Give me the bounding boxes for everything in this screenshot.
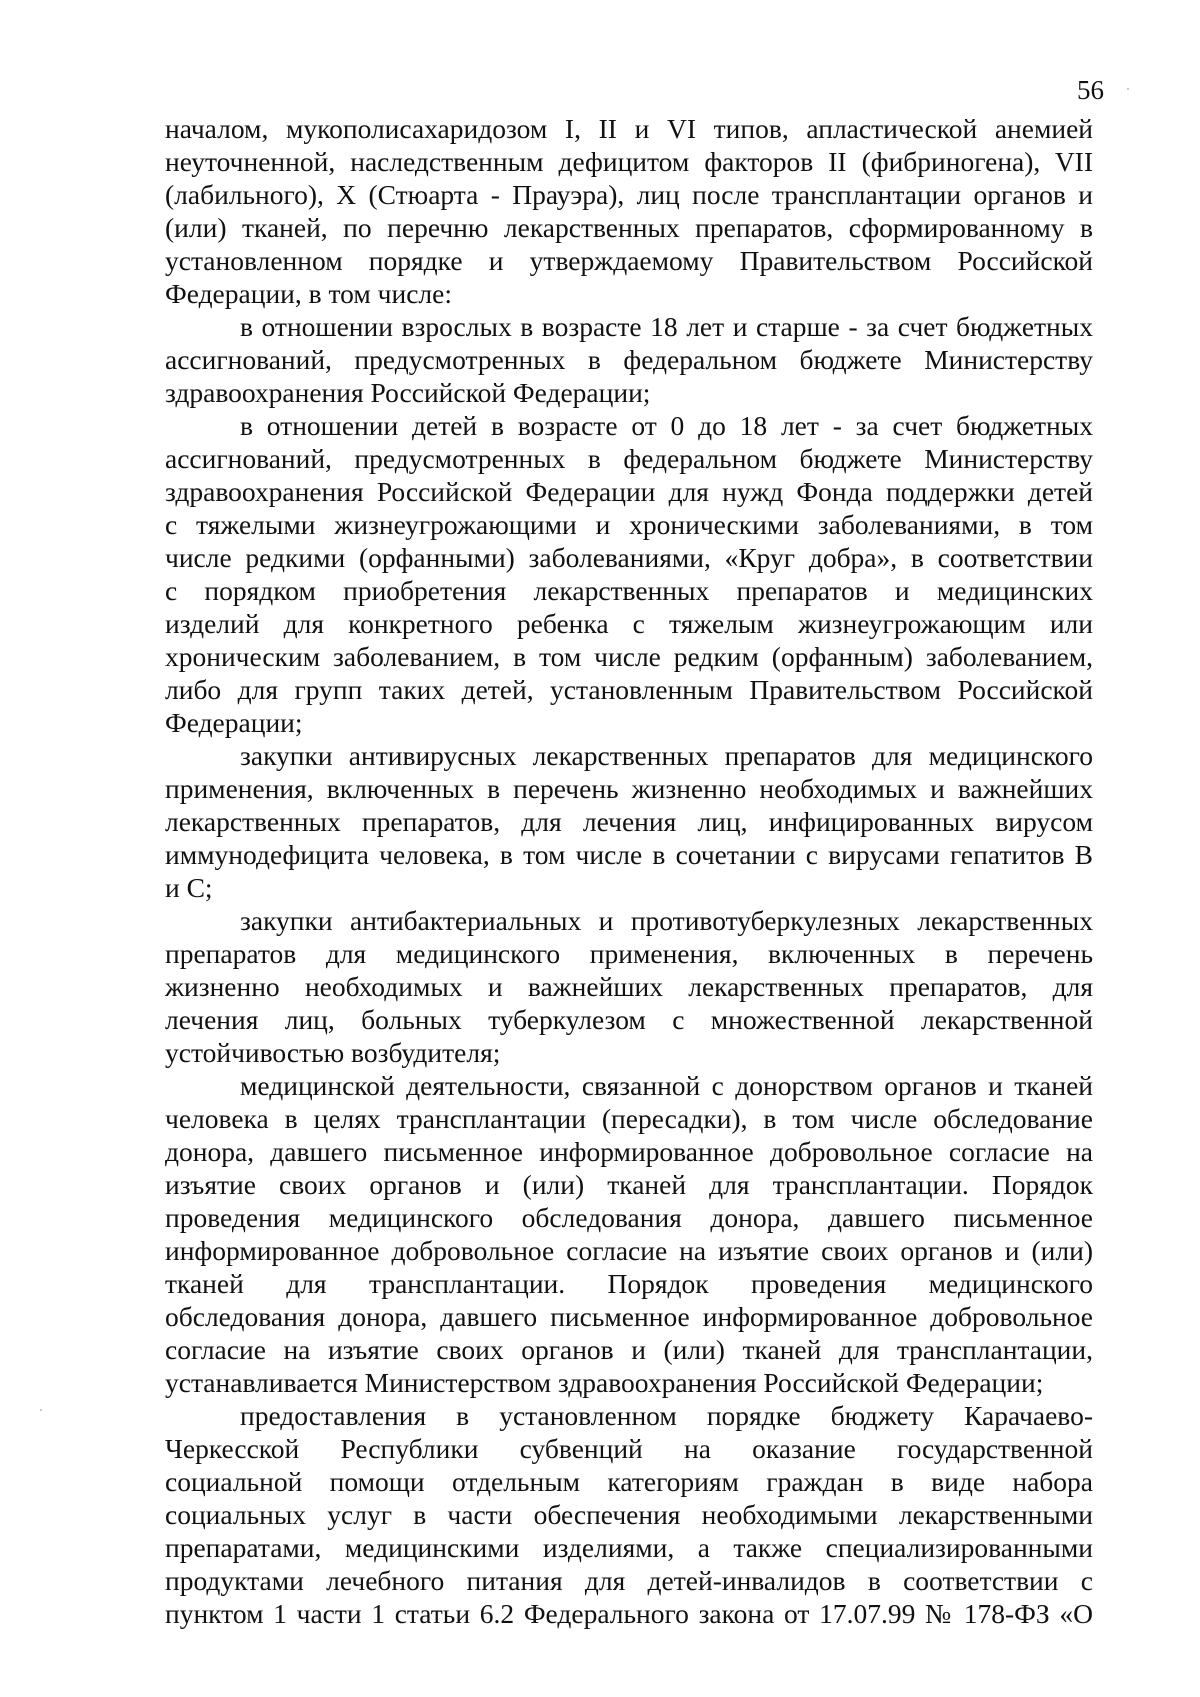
text-line: препаратами, медицинскими изделиями, а также специализированными	[165, 1532, 1093, 1563]
paragraph	[165, 739, 1093, 904]
text-line: закупки антибактериальных и противотуберкулезных лекарственных	[240, 905, 1093, 936]
text-line: с порядком приобретения лекарственных препаратов и медицинских	[165, 575, 1093, 606]
paragraph	[165, 409, 1093, 739]
text-line: здравоохранения Российской Федерации;	[165, 377, 651, 408]
scan-speck	[40, 1409, 42, 1411]
text-line: медицинской деятельности, связанной с донорством органов и тканей	[240, 1070, 1093, 1101]
text-line: закупки антивирусных лекарственных препаратов для медицинского	[240, 740, 1093, 771]
paragraph	[165, 112, 1093, 310]
text-line: в отношении взрослых в возрасте 18 лет и старше - за счет бюджетных	[240, 311, 1093, 342]
text-line: установленном порядке и утверждаемому Правительством Российской	[165, 245, 1093, 276]
text-line: социальной помощи отдельным категориям граждан в виде набора	[165, 1466, 1093, 1497]
text-line: хроническим заболеванием, в том числе редким (орфанным) заболеванием,	[165, 641, 1093, 672]
text-line: Федерации, в том числе:	[165, 278, 452, 309]
text-line: тканей для трансплантации. Порядок проведения медицинского	[165, 1268, 1093, 1299]
text-line: донора, давшего письменное информированное добровольное согласие на	[165, 1136, 1093, 1167]
text-line: проведения медицинского обследования донора, давшего письменное	[165, 1202, 1093, 1233]
text-line: неуточненной, наследственным дефицитом факторов II (фибриногена), VII	[165, 146, 1093, 177]
text-line: согласие на изъятие своих органов и (или) тканей для трансплантации,	[165, 1334, 1093, 1365]
text-line: устойчивостью возбудителя;	[165, 1037, 501, 1068]
document-body	[165, 112, 1093, 1630]
text-line: началом, мукополисахаридозом I, II и VI типов, апластической анемией	[165, 113, 1093, 144]
text-line: пунктом 1 части 1 статьи 6.2 Федерального закона от 17.07.99 № 178-ФЗ «О	[165, 1598, 1093, 1629]
text-line: человека в целях трансплантации (пересадки), в том числе обследование	[165, 1103, 1093, 1134]
paragraph	[165, 904, 1093, 1069]
text-line: социальных услуг в части обеспечения необходимыми лекарственными	[165, 1499, 1093, 1530]
text-line: продуктами лечебного питания для детей-инвалидов в соответствии с	[165, 1565, 1093, 1596]
page-number: 56	[1077, 75, 1104, 105]
text-line: лечения лиц, больных туберкулезом с множественной лекарственной	[165, 1004, 1093, 1035]
text-line: устанавливается Министерством здравоохранения Российской Федерации;	[165, 1367, 1044, 1398]
text-line: и C;	[165, 872, 213, 903]
text-line: ассигнований, предусмотренных в федеральном бюджете Министерству	[165, 443, 1093, 474]
text-line: предоставления в установленном порядке бюджету Карачаево-	[240, 1400, 1093, 1431]
text-line: либо для групп таких детей, установленным Правительством Российской	[165, 674, 1093, 705]
text-line: (лабильного), X (Стюарта - Прауэра), лиц после трансплантации органов и	[165, 179, 1093, 210]
text-line: Федерации;	[165, 707, 303, 738]
text-line: ассигнований, предусмотренных в федеральном бюджете Министерству	[165, 344, 1093, 375]
text-line: здравоохранения Российской Федерации для нужд Фонда поддержки детей	[165, 476, 1093, 507]
paragraph	[165, 1069, 1093, 1399]
text-line: препаратов для медицинского применения, включенных в перечень	[165, 938, 1093, 969]
paragraph	[165, 310, 1093, 409]
text-line: жизненно необходимых и важнейших лекарственных препаратов, для	[165, 971, 1093, 1002]
text-line: применения, включенных в перечень жизненно необходимых и важнейших	[165, 773, 1093, 804]
text-line: информированное добровольное согласие на изъятие своих органов и (или)	[165, 1235, 1093, 1266]
text-line: изъятие своих органов и (или) тканей для трансплантации. Порядок	[165, 1169, 1093, 1200]
text-line: в отношении детей в возрасте от 0 до 18 лет - за счет бюджетных	[240, 410, 1093, 441]
scan-speck	[1127, 88, 1129, 90]
text-line: (или) тканей, по перечню лекарственных препаратов, сформированному в	[165, 212, 1093, 243]
text-line: числе редкими (орфанными) заболеваниями, «Круг добра», в соответствии	[165, 542, 1093, 573]
text-line: Черкесской Республики субвенций на оказание государственной	[165, 1433, 1093, 1464]
paragraph	[165, 1399, 1093, 1630]
text-line: лекарственных препаратов, для лечения лиц, инфицированных вирусом	[165, 806, 1093, 837]
text-line: иммунодефицита человека, в том числе в сочетании с вирусами гепатитов B	[165, 839, 1093, 870]
text-line: с тяжелыми жизнеугрожающими и хроническими заболеваниями, в том	[165, 509, 1093, 540]
text-line: обследования донора, давшего письменное информированное добровольное	[165, 1301, 1093, 1332]
text-line: изделий для конкретного ребенка с тяжелым жизнеугрожающим или	[165, 608, 1093, 639]
